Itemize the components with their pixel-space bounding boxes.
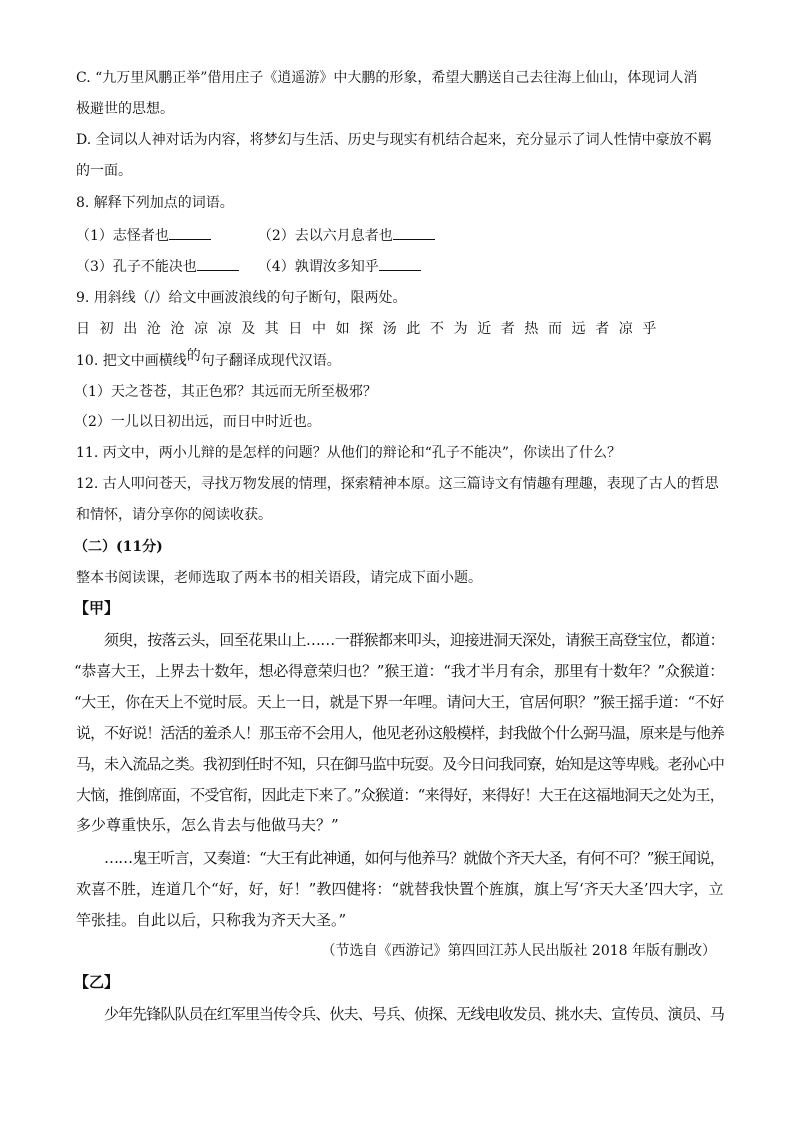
option-d-line1: D. 全词以人神对话为内容，将梦幻与生活、历史与现实有机结合起来，充分显示了词人性情中豪放不羁 <box>76 132 712 148</box>
option-c-line1: C. “九万里风鹏正举”借用庄子《逍遥游》中大鹏的形象，希望大鹏送自己去往海上仙山，体现词人消 <box>76 70 698 86</box>
question-9-sentence: 日初出沧沧凉凉及其日中如探汤此不为近者热而远者凉乎 <box>76 321 666 337</box>
question-10-item-2: （2）一儿以日初出远，而日中时近也。 <box>74 414 321 430</box>
question-8-stem: 8. 解释下列加点的词语。 <box>76 195 234 211</box>
question-10-stem: 10. 把文中画横线的句子翻译成现代汉语。 <box>76 348 341 369</box>
option-d-line2: 的一面。 <box>76 163 132 179</box>
passage-line: 多少尊重快乐，怎么肯去与他做马夫？” <box>76 816 339 834</box>
passage-line: “恭喜大王，上界去十数年，想必得意荣归也？”猴王道：“我才半月有余，那里有十数年？”众猴道： <box>74 662 724 680</box>
section-2-intro: 整本书阅读课，老师选取了两本书的相关语段，请完成下面小题。 <box>76 570 482 586</box>
option-c-line2: 极避世的思想。 <box>76 101 174 117</box>
passage-line: 大恼，推倒席面，不受官衔，因此走下来了。”众猴道：“来得好，来得好！大王在这福地洞天之处为王， <box>76 786 724 804</box>
passage-line: 说，不好说！活活的羞杀人！那玉帝不会用人，他见老孙这般模样，封我做个什么弼马温，原来是与他养 <box>76 724 724 742</box>
question-12-line2: 和情怀，请分享你的阅读收获。 <box>76 507 272 523</box>
passage-line: 欢喜不胜，连道几个“好，好，好！”教四健将：“就替我快置个旌旗，旗上写‘齐天大圣’四大字，立 <box>76 880 724 898</box>
answer-blank[interactable] <box>393 225 435 240</box>
passage-yi-line: 少年先锋队队员在红军里当传令兵、伙夫、号兵、侦探、无线电收发员、挑水夫、宣传员、演员、马 <box>104 1005 724 1023</box>
passage-line: ……鬼王听言，又奏道：“大王有此神通，如何与他养马？就做个齐天大圣，有何不可？”猴王闻说， <box>104 849 724 867</box>
question-12-line1: 12. 古人叩问苍天，寻找万物发展的情理，探索精神本原。这三篇诗文有情趣有理趣，表现了古人的哲思 <box>76 476 719 492</box>
question-9-stem: 9. 用斜线（/）给文中画波浪线的句子断句，限两处。 <box>76 290 407 306</box>
q8-item-4: （4）孰谓汝多知乎 <box>257 259 379 275</box>
passage-jia-source: （节选自《西游记》第四回江苏人民出版社 2018 年版有删改） <box>321 943 716 959</box>
answer-blank[interactable] <box>379 256 421 271</box>
q8-item-2: （2）去以六月息者也 <box>257 228 393 244</box>
passage-jia-label: 【甲】 <box>74 599 120 617</box>
answer-blank[interactable] <box>169 225 211 240</box>
section-2-heading: （二）(11分) <box>74 539 163 555</box>
passage-line: 竿张挂。自此以后，只称我为齐天大圣。” <box>76 911 347 929</box>
question-11: 11. 丙文中，两小儿辩的是怎样的问题？从他们的辩论和“孔子不能决”，你读出了什么？ <box>76 445 622 461</box>
passage-line: “大王，你在天上不觉时辰。天上一日，就是下界一年哩。请问大王，官居何职？”猴王摇手道：“不好 <box>74 693 724 711</box>
question-10-item-1: （1）天之苍苍，其正色邪？其远而无所至极邪？ <box>74 384 377 400</box>
passage-yi-label: 【乙】 <box>74 973 120 991</box>
q8-item-1: （1）志怪者也 <box>76 228 169 244</box>
q8-item-3: （3）孔子不能决也 <box>76 259 197 275</box>
question-8-row2 <box>76 256 421 277</box>
answer-blank[interactable] <box>197 256 239 271</box>
question-8-row1 <box>76 225 435 246</box>
passage-line: 马，未入流品之类。我初到任时不知，只在御马监中玩耍。及今日问我同寮，始知是这等卑贱。老孙心中 <box>76 755 724 773</box>
passage-line: 须臾，按落云头，回至花果山上……一群猴都来叩头，迎接进洞天深处，请猴王高登宝位，都道： <box>104 631 724 649</box>
